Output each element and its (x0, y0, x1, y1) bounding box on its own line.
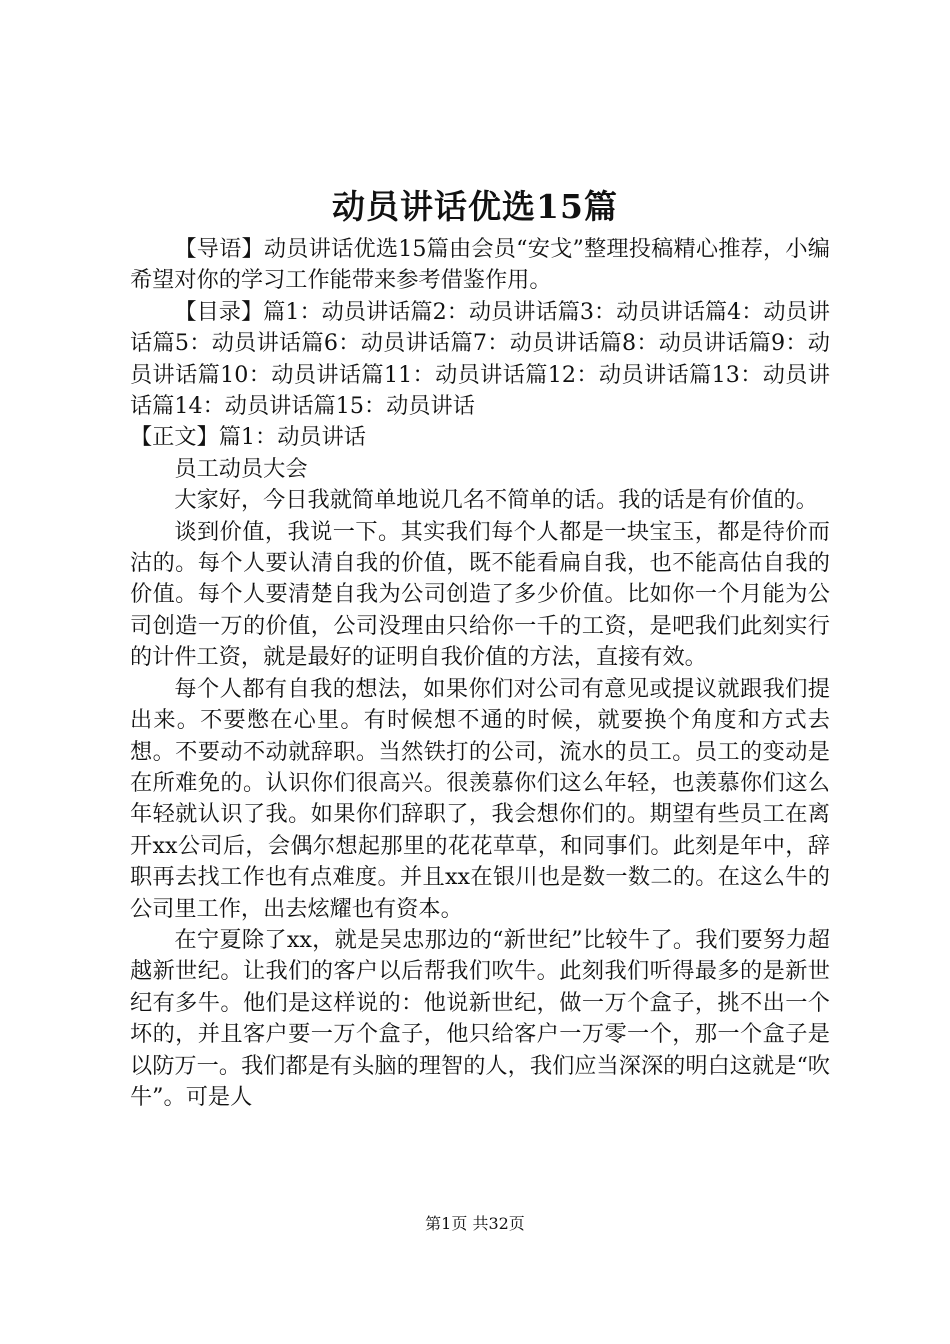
document-title: 动员讲话优选15篇 (332, 187, 618, 226)
paragraph: 谈到价值，我说一下。其实我们每个人都是一块宝玉，都是待价而沽的。每个人要认清自我的价值，既不能看扁自我，也不能高估自我的价值。每个人要清楚自我为公司创造了多少价值。比如你一个月能为公司创造一万的价值，公司没理由只给你一千的工资，是吧我们此刻实行的计件工资，就是最好的证明自我价值的方法，直接有效。 (130, 518, 830, 671)
paragraph: 大家好，今日我就简单地说几名不简单的话。我的话是有价值的。 (174, 487, 818, 514)
paragraph-intro: 【导语】动员讲话优选15篇由会员“安戈”整理投稿精心推荐，小编希望对你的学习工作能带来参考借鉴作用。 (130, 236, 830, 294)
paragraph: 在宁夏除了xx，就是吴忠那边的“新世纪”比较牛了。我们要努力超越新世纪。让我们的客户以后帮我们吹牛。此刻我们听得最多的是新世纪有多牛。他们是这样说的：他说新世纪，做一万个盒子，挑不出一个坏的，并且客户要一万个盒子，他只给客户一万零一个，那一个盒子是以防万一。我们都是有头脑的理智的人，我们应当深深的明白这就是“吹牛”。可是人 (130, 926, 830, 1110)
paragraph-toc: 【目录】篇1：动员讲话篇2：动员讲话篇3：动员讲话篇4：动员讲话篇5：动员讲话篇6：动员讲话篇7：动员讲话篇8：动员讲话篇9：动员讲话篇10：动员讲话篇11：动员讲话篇12：动员讲话篇13：动员讲话篇14：动员讲话篇15：动员讲话 (130, 298, 830, 420)
page-number-footer: 第1页 共32页 (425, 1214, 525, 1233)
paragraph-body-heading: 【正文】篇1：动员讲话 (130, 424, 366, 451)
paragraph-subtitle: 员工动员大会 (174, 455, 308, 482)
paragraph: 每个人都有自我的想法，如果你们对公司有意见或提议就跟我们提出来。不要憋在心里。有时候想不通的时候，就要换个角度和方式去想。不要动不动就辞职。当然铁打的公司，流水的员工。员工的变动是在所难免的。认识你们很高兴。很羡慕你们这么年轻，也羡慕你们这么年轻就认识了我。如果你们辞职了，我会想你们的。期望有些员工在离开xx公司后，会偶尔想起那里的花花草草，和同事们。此刻是年中，辞职再去找工作也有点难度。并且xx在银川也是数一数二的。在这么牛的公司里工作，出去炫耀也有资本。 (130, 675, 830, 922)
document-body (130, 234, 830, 1113)
